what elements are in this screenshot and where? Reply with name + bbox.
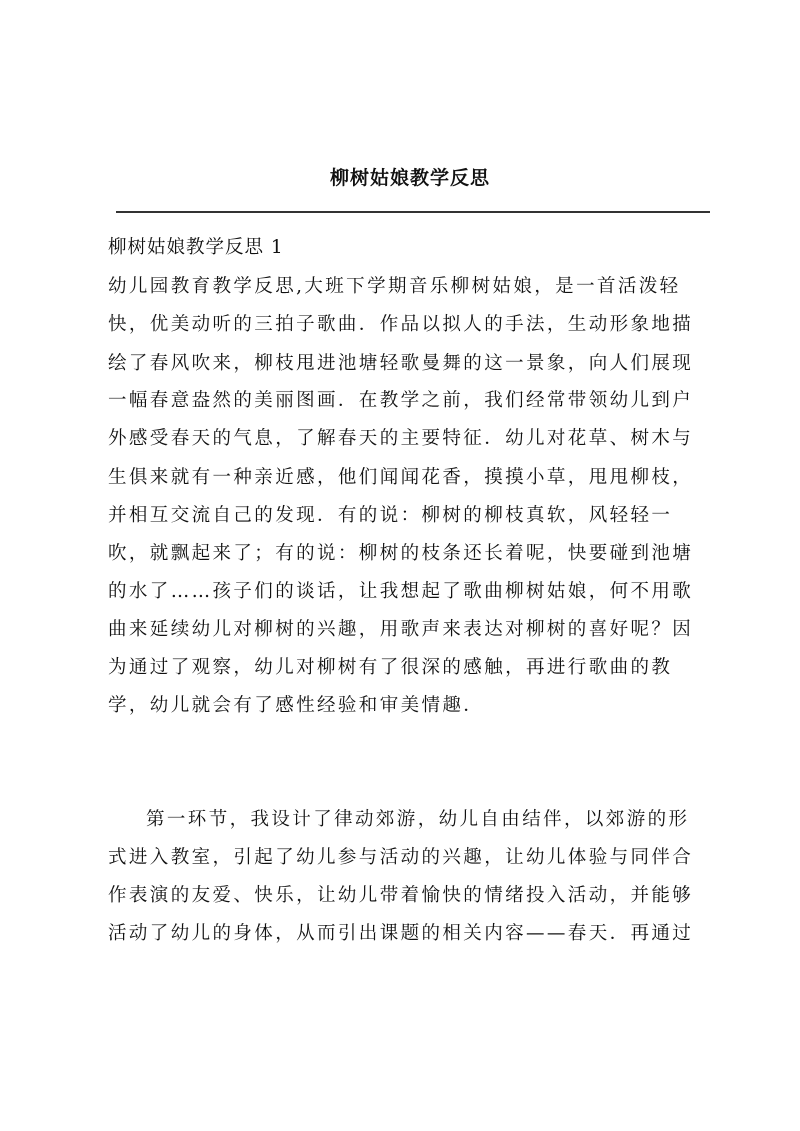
paragraph-1-line: 快，优美动听的三拍子歌曲．作品以拟人的手法，生动形象地描 <box>108 314 694 335</box>
paragraph-1-line: 学，幼儿就会有了感性经验和审美情趣． <box>108 695 485 716</box>
paragraph-1-line: 的水了……孩子们的谈话，让我想起了歌曲柳树姑娘，何不用歌 <box>108 581 694 602</box>
paragraph-2-line: 第一环节，我设计了律动郊游，幼儿自由结伴，以郊游的形 <box>146 809 690 830</box>
paragraph-1-line: 幼儿园教育教学反思,大班下学期音乐柳树姑娘，是一首活泼轻 <box>108 276 681 297</box>
paragraph-1-line: 并相互交流自己的发现．有的说：柳树的柳枝真软，风轻轻一 <box>108 505 673 526</box>
title-divider <box>116 211 710 213</box>
document-title: 柳树姑娘教学反思 <box>329 167 490 189</box>
paragraph-2-line: 活动了幼儿的身体，从而引出课题的相关内容——春天．再通过 <box>108 923 694 944</box>
paragraph-1-line: 曲来延续幼儿对柳树的兴趣，用歌声来表达对柳树的喜好呢？因 <box>108 619 694 640</box>
paragraph-1-line: 吹，就飘起来了；有的说：柳树的枝条还长着呢，快要碰到池塘 <box>108 543 694 564</box>
paragraph-1-line: 为通过了观察，幼儿对柳树有了很深的感触，再进行歌曲的教 <box>108 657 673 678</box>
paragraph-2-line: 式进入教室，引起了幼儿参与活动的兴趣，让幼儿体验与同伴合 <box>108 847 694 868</box>
paragraph-1-line: 一幅春意盎然的美丽图画．在教学之前，我们经常带领幼儿到户 <box>108 390 694 411</box>
paragraph-1-line: 外感受春天的气息，了解春天的主要特征．幼儿对花草、树木与 <box>108 428 694 449</box>
paragraph-2-line: 作表演的友爱、快乐，让幼儿带着愉快的情绪投入活动，并能够 <box>108 885 694 906</box>
paragraph-1-line: 生俱来就有一种亲近感，他们闻闻花香，摸摸小草，甩甩柳枝， <box>108 467 694 488</box>
section-heading: 柳树姑娘教学反思 1 <box>108 237 284 258</box>
paragraph-1-line: 绘了春风吹来，柳枝甩进池塘轻歌曼舞的这一景象，向人们展现 <box>108 353 694 374</box>
